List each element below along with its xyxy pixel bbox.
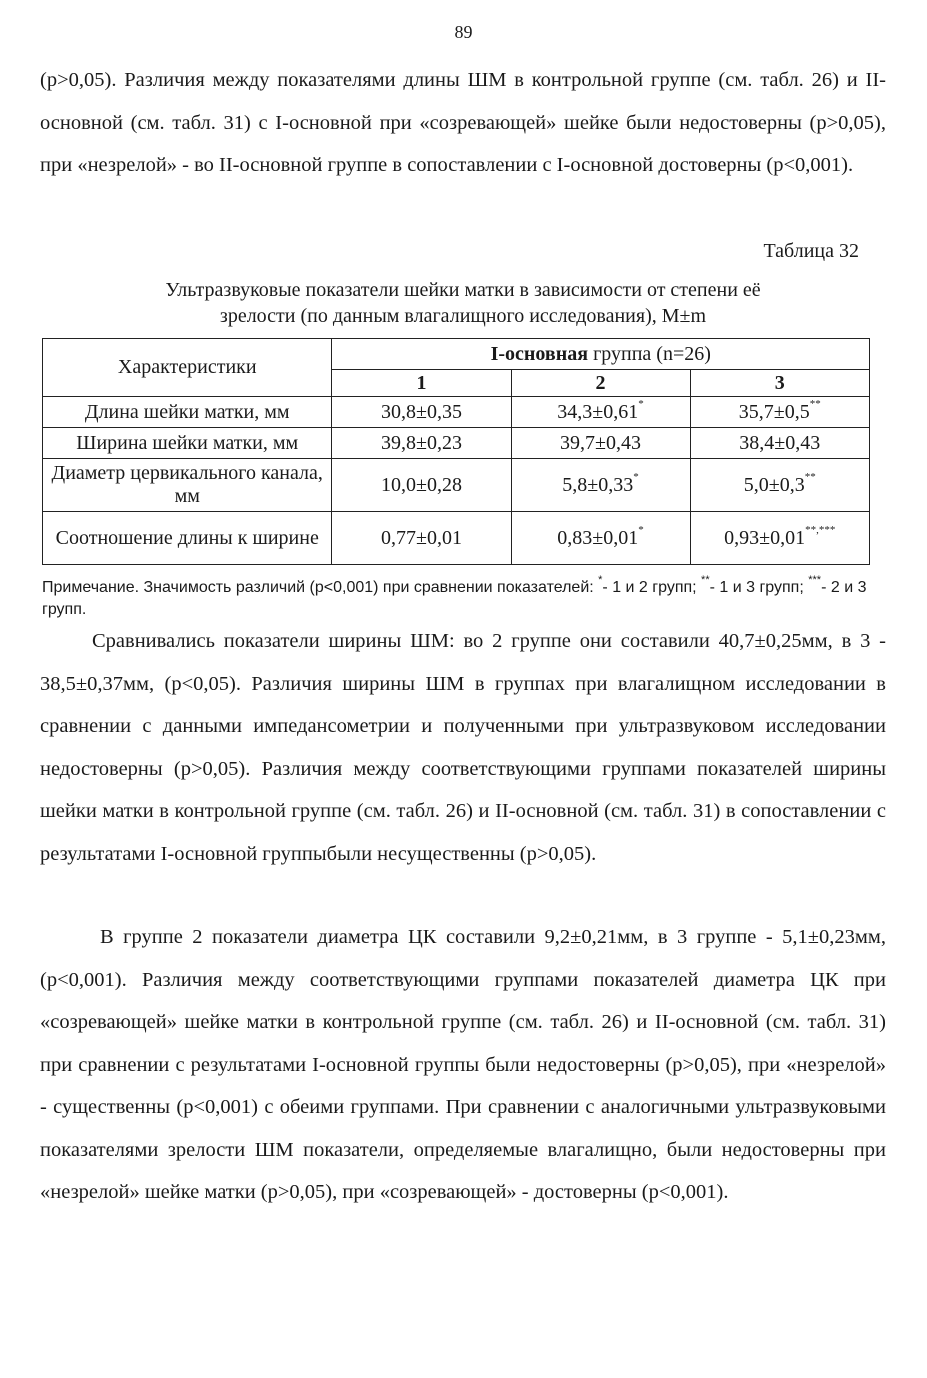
row-label: Ширина шейки матки, мм: [43, 428, 332, 459]
header-col-1: 1: [332, 370, 511, 397]
cell-v3: 38,4±0,43: [690, 428, 869, 459]
cell-v3: 0,93±0,01**,***: [690, 512, 869, 565]
header-col-3: 3: [690, 370, 869, 397]
header-col-2: 2: [511, 370, 690, 397]
row-label: Диаметр цервикального канала, мм: [43, 459, 332, 512]
table-label: Таблица 32: [763, 240, 859, 262]
cell-v3: 5,0±0,3**: [690, 459, 869, 512]
table-header-row: [43, 339, 870, 370]
table-caption-line2: зрелости (по данным влагалищного исследования), M±m: [219, 305, 707, 327]
cell-v2: 39,7±0,43: [511, 428, 690, 459]
paragraph-mid: Сравнивались показатели ширины ШМ: во 2 группе они составили 40,7±0,25мм, в 3 - 38,5±0,37мм, (p<0,05). Различия ширины ШМ в группах при влагалищном исследовании в сравнении с данными импедансометрии и полученными при ультразвуковом исследовании недостоверны (p>0,05). Различия между соответствующими группами показателей ширины шейки матки в контрольной группе (см. табл. 26) и II-основной (см. табл. 31) в сопоставлении с результатами I-основной группыбыли несущественны (p>0,05).: [40, 630, 886, 865]
cell-v3: 35,7±0,5**: [690, 397, 869, 428]
header-characteristics: Характеристики: [43, 339, 332, 397]
table-row: [43, 397, 870, 428]
table-caption-line1: Ультразвуковые показатели шейки матки в зависимости от степени её: [165, 279, 761, 301]
table-caption: [60, 277, 866, 329]
cell-v2: 0,83±0,01*: [511, 512, 690, 565]
table-row: [43, 512, 870, 565]
table-row: [43, 459, 870, 512]
row-label: Длина шейки матки, мм: [43, 397, 332, 428]
paragraph-bottom: В группе 2 показатели диаметра ЦК составили 9,2±0,21мм, в 3 группе - 5,1±0,23мм, (p<0,001). Различия между соответствующими группами показателей диаметра ЦК при «созревающей» шейке матки в контрольной группе (см. табл. 26) и II-основной (см. табл. 31) при сравнении с результатами I-основной группы были недостоверны (p>0,05), при «незрелой» - существенны (p<0,001) с обеими группами. При сравнении с аналогичными ультразвуковыми показателями зрелости ШМ показатели, определяемые влагалищно, были недостоверны при «незрелой» шейке матки (p>0,05), при «созревающей» - достоверны (p<0,001).: [40, 926, 886, 1203]
cell-v1: 39,8±0,23: [332, 428, 511, 459]
paragraph-top: (p>0,05). Различия между показателями длины ШМ в контрольной группе (см. табл. 26) и II-основной (см. табл. 31) с I-основной при «созревающей» шейке были недостоверны (p>0,05), при «незрелой» - во II-основной группе в сопоставлении с I-основной достоверны (p<0,001).: [40, 69, 886, 176]
header-group-rest: группа (n=26): [588, 342, 711, 365]
row-label: Соотношение длины к ширине: [43, 512, 332, 565]
cell-v1: 30,8±0,35: [332, 397, 511, 428]
cell-v1: 0,77±0,01: [332, 512, 511, 565]
table-row: [43, 428, 870, 459]
data-table: [42, 338, 870, 565]
page-number: 89: [454, 22, 473, 42]
cell-v1: 10,0±0,28: [332, 459, 511, 512]
header-group-bold: I-основная: [490, 342, 589, 365]
table-note: Примечание. Значимость различий (p<0,001) при сравнении показателей: *- 1 и 2 групп; **- 1 и 3 групп; ***- 2 и 3 групп.: [42, 573, 867, 618]
cell-v2: 34,3±0,61*: [511, 397, 690, 428]
cell-v2: 5,8±0,33*: [511, 459, 690, 512]
header-group: [332, 339, 870, 370]
